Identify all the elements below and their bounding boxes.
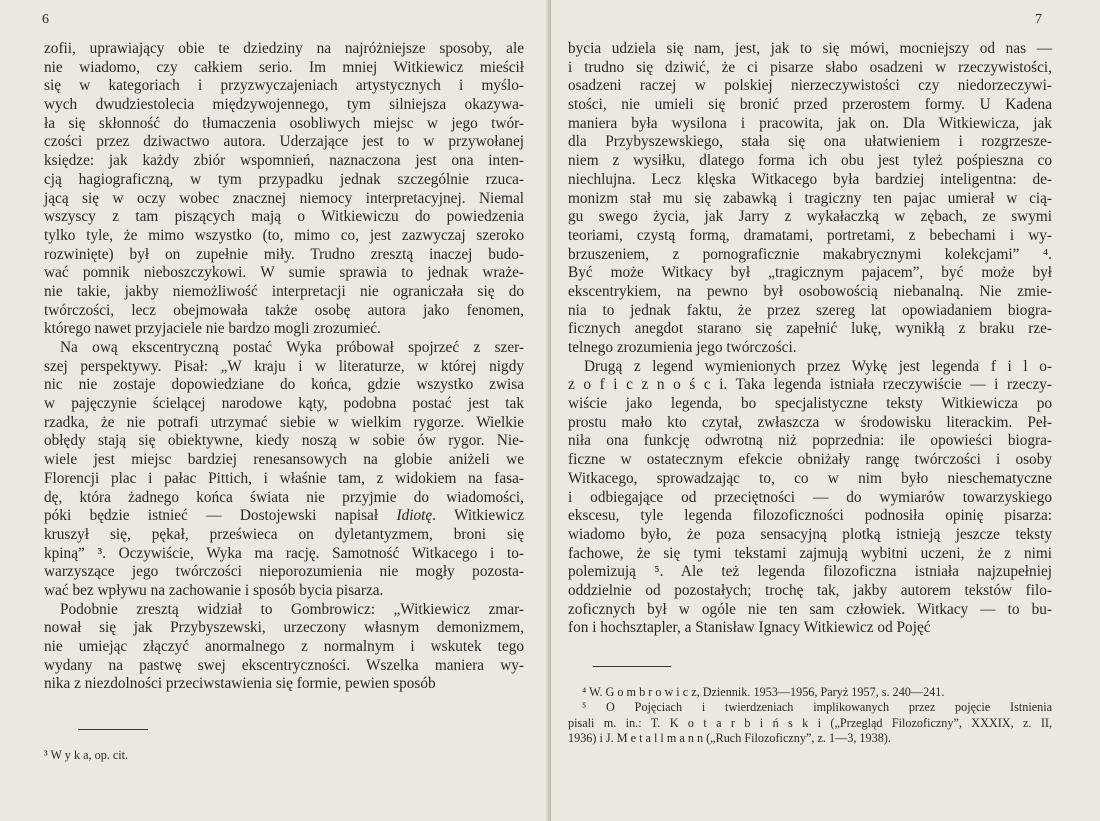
footnote-3: ³ W y k a, op. cit. [44, 748, 129, 762]
footnote-line: ⁵ O Pojęciach i twierdzeniach implikowanych przez pojęcie Istnienia [582, 700, 1052, 715]
text-line: wiele jest miejsc bardziej renesansowych na globie aniżeli we [44, 451, 524, 469]
text-line: wych dwudziestolecia międzywojennego, tym silniejsza okazywa- [44, 96, 524, 114]
text-line: jącą się w oczy wobec znacznej niemocy interpretacyjnej. Niemal [44, 189, 524, 207]
footnote-line: ⁴ W. G o m b r o w i c z, Dziennik. 1953—1956, Paryż 1957, s. 240—241. [582, 685, 945, 699]
text-line: i trudno się dziwić, że ci pisarze słabo osadzeni w rzeczywistości, [568, 58, 1052, 76]
text-line: kruszył się, pękał, prześwieca on dyletantyzmem, broni się [44, 525, 524, 543]
right-page [551, 0, 1100, 821]
text-line: wszyscy z tam piszących mają o Witkiewiczu do powiedzenia [44, 208, 524, 226]
left-body-text [44, 40, 524, 694]
text-line: monizm stał mu się zabawką i tragiczny ten pajac umierał w cią- [568, 189, 1052, 207]
left-footnote [44, 748, 128, 763]
right-footnote-rule [593, 666, 671, 667]
text-line: twórczości, lecz obejmowała także osobę autora jako fenomen, [44, 301, 524, 319]
text-line: brzuszeniem, z pornograficznie makabrycznymi kolekcjami” ⁴. [568, 245, 1052, 263]
text-line: w pajęczynie ścielącej narodowe kąty, podobna postać jest tak [44, 395, 524, 413]
text-line: księdze: jak każdy zbiór wspomnień, naznaczona jest ona inten- [44, 152, 524, 170]
text-line: niechlujna. Lecz klęska Witkacego była bardziej inteligentna: de- [568, 170, 1052, 188]
text-line: wać bez wpływu na zachowanie i sposób bycia pisarza. [44, 581, 384, 599]
text-line: prostu mało kto czytał, zwłaszcza w środowisku literackim. Peł- [568, 413, 1052, 431]
text-line: póki będzie istnieć — Dostojewski napisał Idiotę. Witkiewicz [44, 507, 524, 525]
text-line: Witkacego, sprowadzając to, co w nim było nieschematyczne [568, 469, 1052, 487]
text-line: Być może Witkacy był „tragicznym pajacem”, być może był [568, 264, 1052, 282]
text-line: maniera była wysilona i pracowita, jak on. Dla Witkiewicza, jak [568, 114, 1052, 132]
right-page-number: 7 [1035, 12, 1042, 27]
text-line: ła się skłonność do tłumaczenia osobliwych miejsc w jego twór- [44, 114, 524, 132]
text-line: Drugą z legend wymienionych przez Wykę jest legenda f i l o- [584, 357, 1052, 375]
text-line: rozwinięte) był on zupełnie miły. Trudno zresztą inaczej budo- [44, 245, 524, 263]
footnote-line: 1936) i J. M e t a l l m a n n („Ruch Filozoficzny”, z. 1—3, 1938). [568, 731, 891, 746]
text-line: szej perspektywy. Pisał: „W kraju i w literaturze, w której nigdy [44, 357, 524, 375]
text-line: telnego zrozumienia jego twórczości. [568, 339, 797, 356]
text-line: stości, nie umieli się bronić przed przerostem formy. U Kadena [568, 96, 1052, 114]
text-line: nie wiadomo, czy całkiem serio. Im mniej Witkiewicz mieścił [44, 58, 524, 76]
text-line: osadzeni raczej w polskiej nierzeczywistości czy niedorzeczywi- [568, 77, 1052, 95]
text-line: Na ową ekscentryczną postać Wyka próbował spojrzeć z szer- [60, 339, 524, 356]
text-line: oddzielnie od pozostałych; trochę tak, jakby autorem tekstów filo- [568, 581, 1052, 599]
text-line: nie umiejąc złączyć anormalnego z normalnym i wskutek tego [44, 638, 524, 655]
left-footnote-rule [78, 729, 148, 730]
text-line: Podobnie zresztą widział to Gombrowicz: „Witkiewicz zmar- [60, 600, 524, 618]
text-line: dla Przybyszewskiego, stała się ona ułatwieniem i rozgrzesze- [568, 133, 1052, 151]
text-line: wać pomnik nieboszczykowi. W sumie sprawia to jednak wraże- [44, 264, 524, 282]
text-line: niła ona funkcję odwrotną niż poprzednia: ile opowieści biogra- [568, 432, 1052, 450]
left-page-number: 6 [42, 12, 49, 27]
text-line: rzadka, że nie potrafi utrzymać siebie w wielkim rygorze. Wielkie [44, 413, 524, 431]
text-line: nował się jak Przybyszewski, urzeczony własnym demonizmem, [44, 619, 524, 637]
text-line: z o f i c z n o ś c i. Taka legenda istniała rzeczywiście — i rzeczy- [568, 376, 1052, 394]
text-line: wiście jako legenda, bo specjalistyczne teksty Witkiewicza po [568, 395, 1052, 413]
text-line: zoficznych był w ogóle nie ten sam człowiek. Witkacy — to bu- [568, 600, 1052, 618]
text-line: teoriami, czystą formą, dramatami, portretami, z bebechami i wy- [568, 226, 1052, 244]
text-line: gu swego życia, jak Jarry z wykałaczką w zębach, ze swymi [568, 208, 1052, 226]
text-line: niem z wysiłku, dlatego forma ich obu jest tyleż pośpieszna co [568, 152, 1052, 170]
text-line: cją hagiograficzną, w tym przypadku jednak szczególnie rzuca- [44, 170, 524, 188]
text-line: wydany na pastwę swej ekscentryczności. Wszelka maniera wy- [44, 656, 524, 674]
text-line: wiadomo było, że poza sensacyjną plotką istnieją jeszcze teksty [568, 525, 1052, 543]
text-line: którego nawet przyjaciele nie bardzo mogli zrozumieć. [44, 320, 381, 338]
text-line: się w kategoriach i przyzwyczajeniach artystycznych i myślo- [44, 77, 524, 95]
text-line: zofii, uprawiający obie te dziedziny na najróżniejsze sposoby, ale [44, 40, 524, 57]
footnote-line: pisali m. in.: T. K o t a r b i ń s k i („Przegląd Filozoficzny”, XXXIX, z. II, [568, 715, 1052, 730]
text-line: fachowe, że się tymi tekstami zajmują wybitni uczeni, że z nimi [568, 544, 1052, 562]
text-line: ekscentrykiem, na pewno był osobowością niebanalną. Nie zmie- [568, 282, 1052, 300]
left-page [0, 0, 549, 821]
text-line: nia to jednak faktu, że przez szereg lat opowiadaniem biogra- [568, 301, 1052, 319]
text-line: nic nie zostaje dopowiedziane do końca, gdzie wszystko zwisa [44, 376, 524, 394]
text-line: polemizują ⁵. Ale też legenda filozoficzna istniała najzupełniej [568, 563, 1052, 581]
text-line: nika z niezdolności przeciwstawienia się formie, pewien sposób [44, 675, 436, 693]
text-line: ekscesu, tyle legenda filozoficzności podnosiła opinię pisarza: [568, 507, 1052, 525]
text-line: i odbiegające od przeciętności — do wymiarów towarzyskiego [568, 488, 1052, 506]
text-line: ficznych anegdot starano się zapełnić lukę, wynikłą z braku rze- [568, 320, 1052, 338]
text-line: czości przez dziwactwo autora. Uderzające jest to w przywołanej [44, 133, 524, 151]
text-line: tylko tyle, że mimo wszystko (to, mimo co, jest zazwyczaj szeroko [44, 226, 524, 244]
text-line: obłędy stają się obiektywne, kiedy noszą w sobie ów rygor. Nie- [44, 432, 524, 450]
text-line: dę, która żadnego końca świata nie przyjmie do wiadomości, [44, 488, 524, 506]
text-line: bycia udziela się nam, jest, jak to się mówi, mocniejszy od nas — [568, 40, 1052, 57]
text-line: fon i hochsztapler, a Stanisław Ignacy Witkiewicz od Pojęć [568, 619, 931, 637]
text-line: ficzne w ostatecznym efekcie obniżały rangę twórczości i osoby [568, 451, 1052, 469]
right-body-text [568, 40, 1052, 638]
text-line: warzyszące jego twórczości nieporozumienia nie mogły pozosta- [44, 563, 524, 581]
right-footnotes [568, 685, 1052, 747]
text-line: nie takie, jakby niemożliwość interpretacji nie ograniczała się do [44, 282, 524, 300]
text-line: Florencji plac i pałac Pittich, i właśnie tam, z widokiem na fasa- [44, 469, 524, 487]
text-line: kpiną” ³. Oczywiście, Wyka ma rację. Samotność Witkacego i to- [44, 544, 524, 562]
